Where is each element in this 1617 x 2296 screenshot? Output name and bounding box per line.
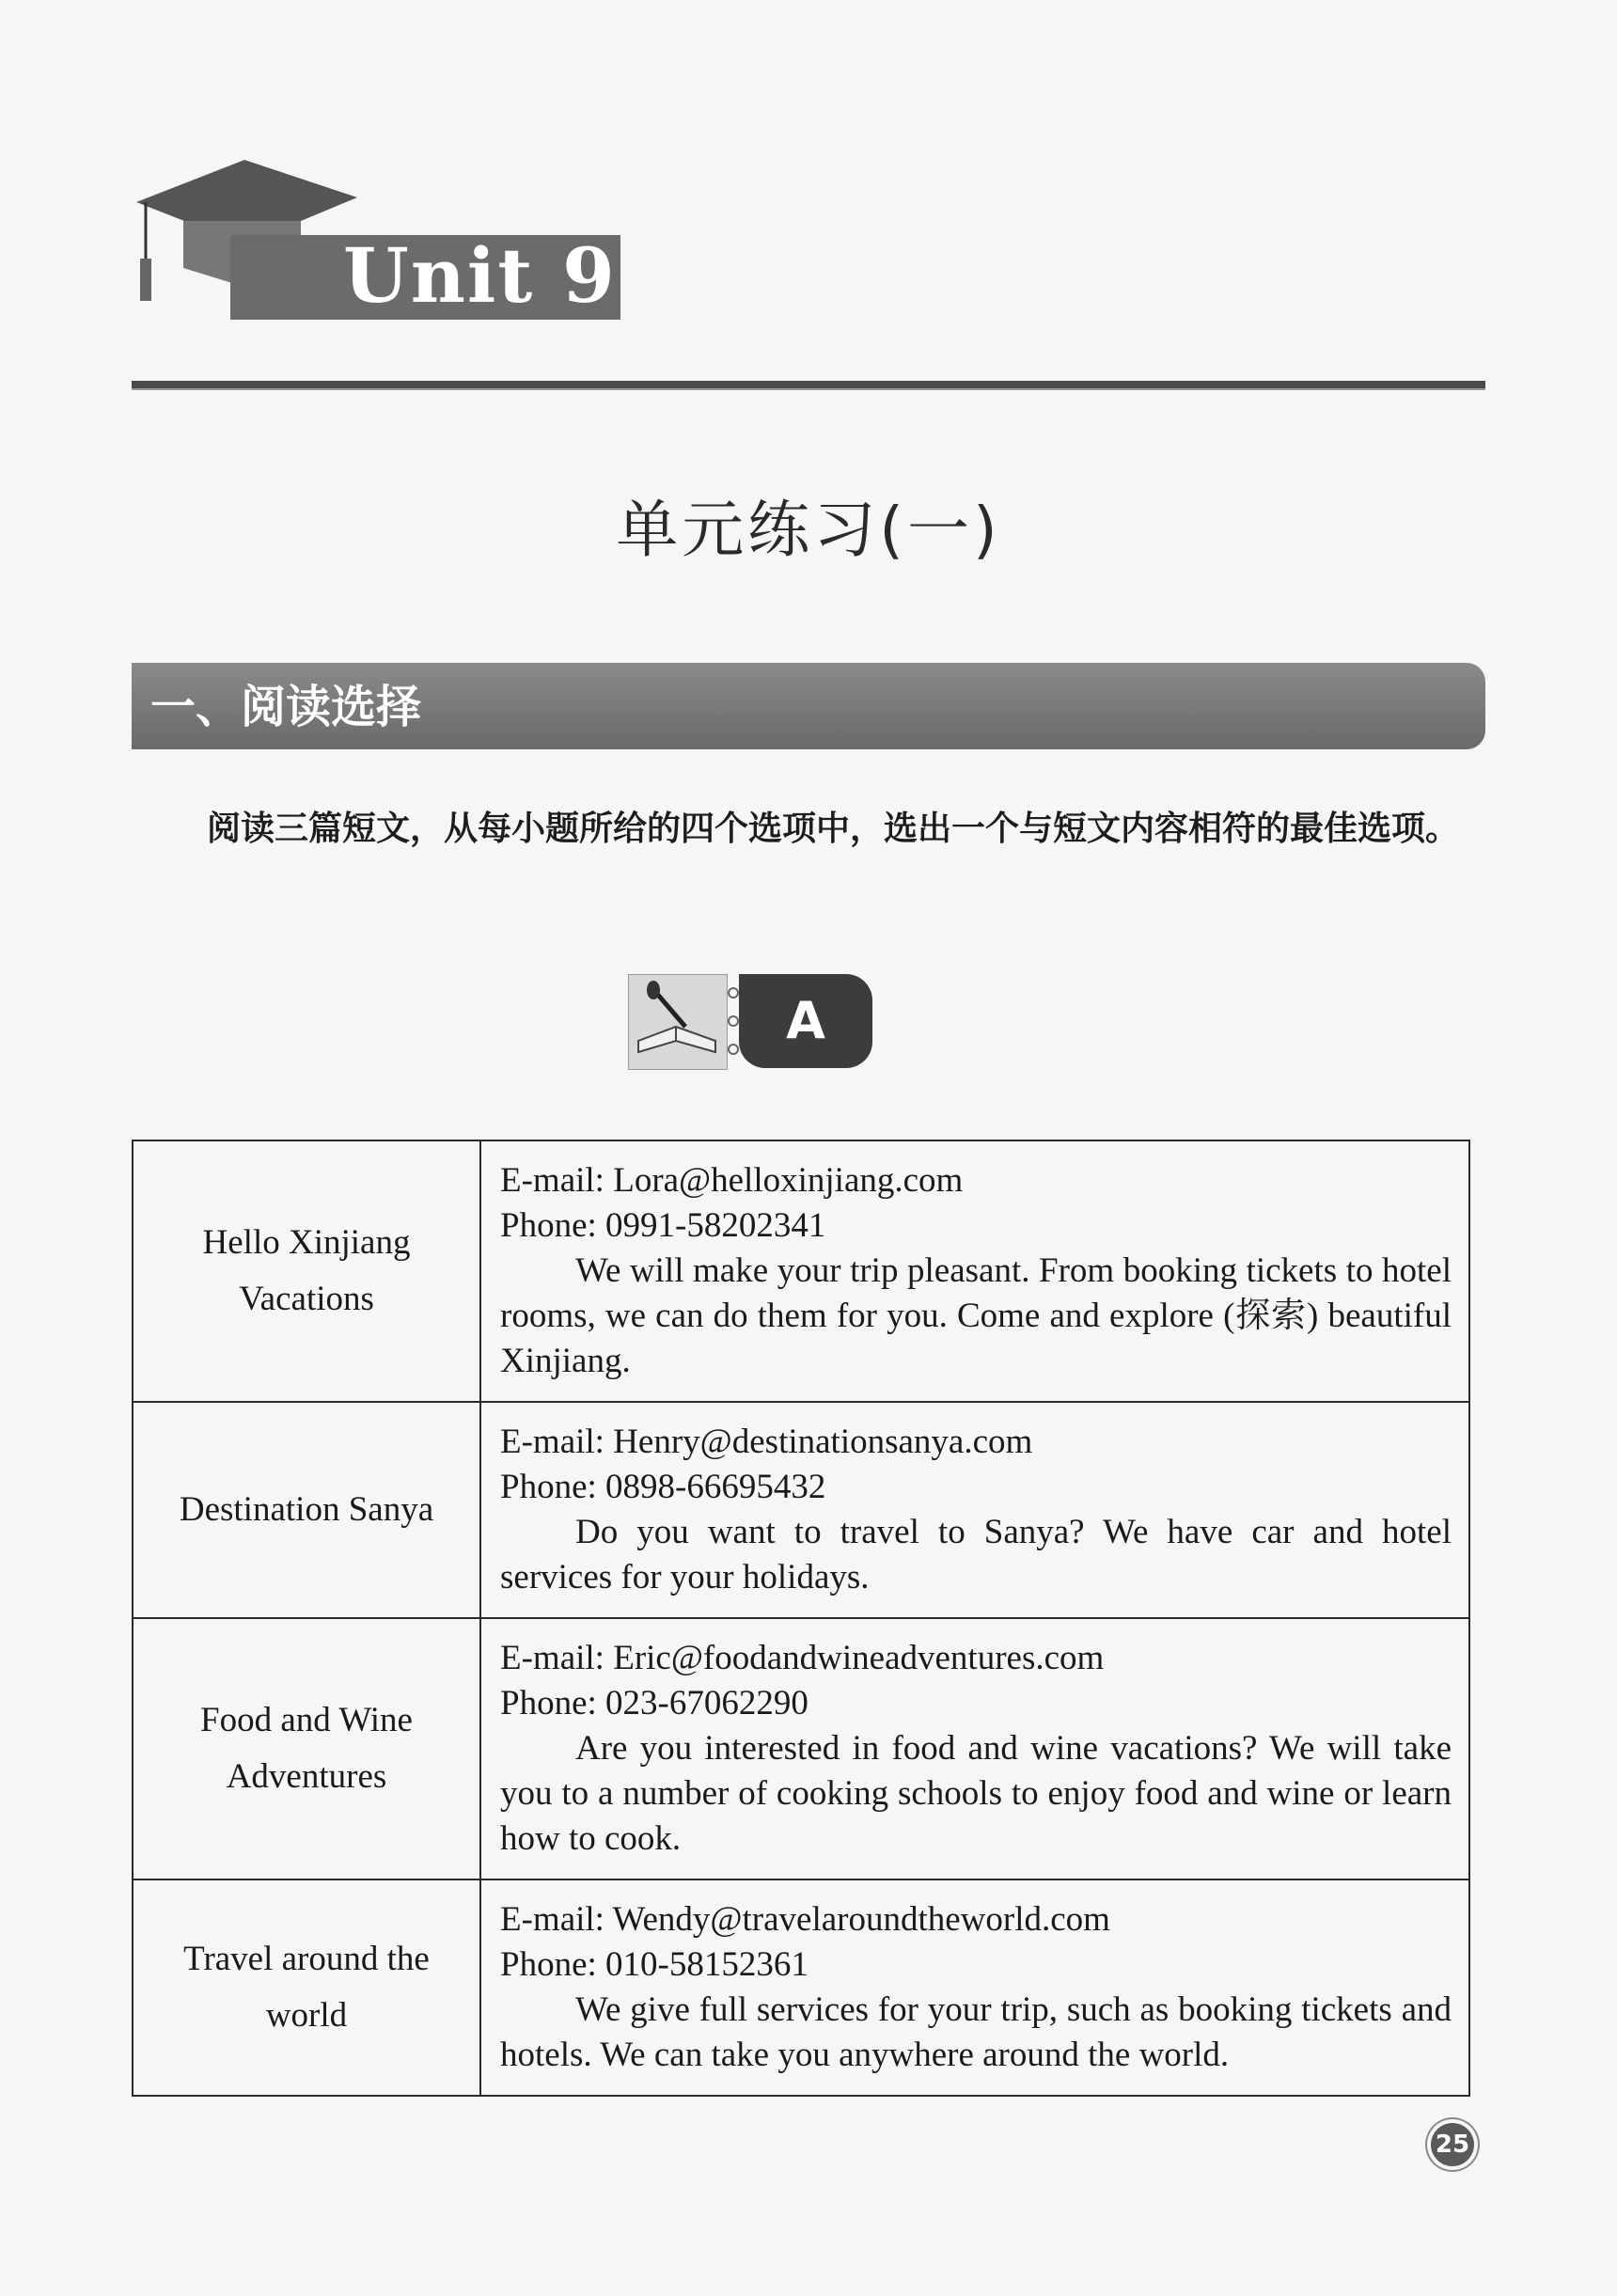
page-title: 单元练习(一) [616,494,1001,566]
unit-title: Unit 9 [343,231,617,320]
section-title: 一、阅读选择 [150,681,422,733]
page-number: 25 [1431,2123,1474,2166]
agency-description: Do you want to travel to Sanya? We have car and hotel services for your holidays. [500,1513,1452,1596]
table-row [133,1402,1469,1618]
agency-phone: Phone: 0991-58202341 [500,1206,826,1245]
open-book-pen-icon [628,974,728,1070]
agency-description: We give full services for your trip, such as booking tickets and hotels. We can take you anywhere around the world. [500,1990,1452,2074]
table-row [133,1879,1469,2096]
table-row [133,1618,1469,1879]
agency-info [480,1140,1469,1402]
agency-email: E-mail: Henry@destinationsanya.com [500,1423,1033,1461]
agency-name: Destination Sanya [133,1402,480,1618]
agency-email: E-mail: Lora@helloxinjiang.com [500,1161,964,1200]
agency-info [480,1879,1469,2096]
agency-info [480,1402,1469,1618]
passage-label: A [739,974,872,1068]
agency-info [480,1618,1469,1879]
header-divider [132,381,1485,390]
agency-phone: Phone: 023-67062290 [500,1684,808,1722]
agency-name: Food and Wine Adventures [133,1618,480,1879]
agency-email: E-mail: Eric@foodandwineadventures.com [500,1639,1105,1677]
table-row [133,1140,1469,1402]
agency-name: Hello Xinjiang Vacations [133,1140,480,1402]
agency-description: We will make your trip pleasant. From booking tickets to hotel rooms, we can do them for you. Come and explore (探索) beautiful Xinjiang. [500,1251,1452,1380]
instructions: 阅读三篇短文，从每小题所给的四个选项中，选出一个与短文内容相符的最佳选项。 [207,810,1460,848]
agency-phone: Phone: 010-58152361 [500,1945,808,1984]
agency-description: Are you interested in food and wine vacations? We will take you to a number of cooking schools to enjoy food and wine or learn how to cook. [500,1729,1452,1858]
agency-name: Travel around the world [133,1879,480,2096]
travel-ads-table [132,1140,1470,2097]
agency-phone: Phone: 0898-66695432 [500,1468,826,1506]
agency-email: E-mail: Wendy@travelaroundtheworld.com [500,1900,1110,1939]
